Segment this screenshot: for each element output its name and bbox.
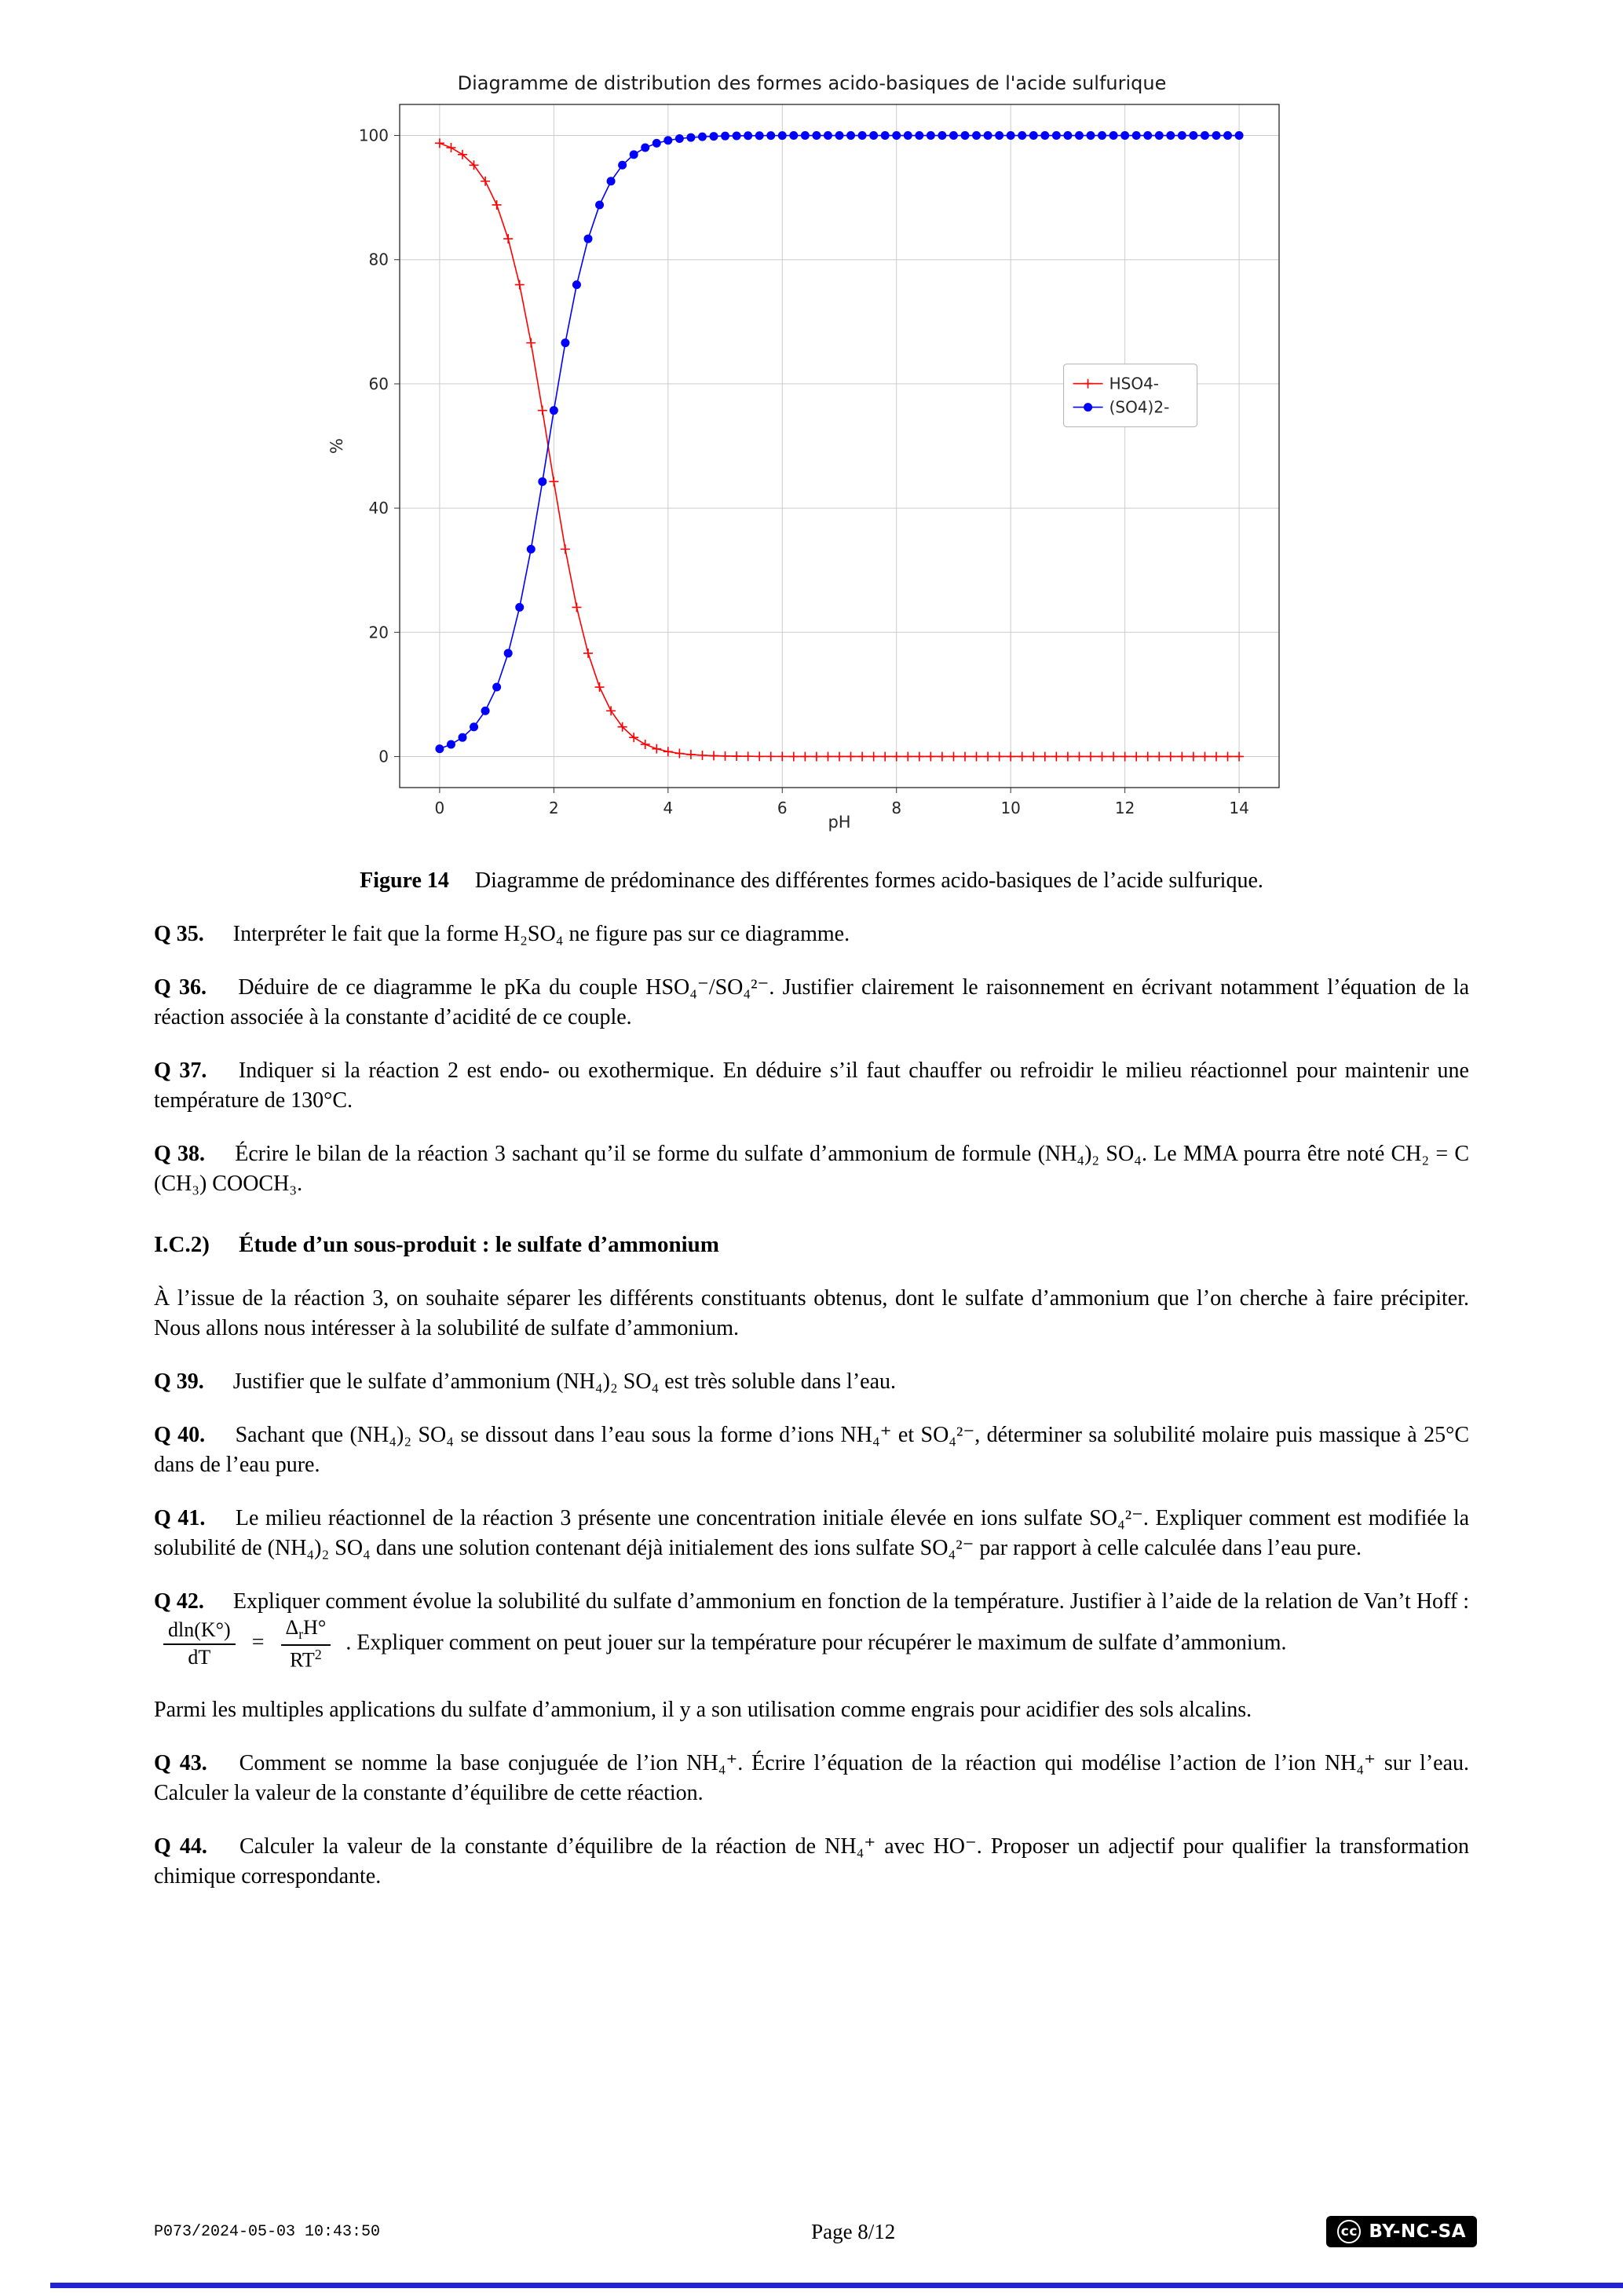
- figure-caption-label: Figure 14: [360, 868, 449, 893]
- fraction-denominator: [285, 1646, 327, 1672]
- cc-icon: cc: [1337, 2220, 1361, 2243]
- question-q42-text-before: Expliquer comment évolue la solubilité du sulfate d’ammonium en fonction de la température. Justifier à l’aide de la relation de Van’t Hoff :: [232, 1589, 1470, 1614]
- footer-page-number: Page 8/12: [811, 2219, 896, 2243]
- distribution-chart-svg: [325, 69, 1299, 839]
- vant-hoff-fraction-left: [163, 1619, 236, 1669]
- enthalpy-symbol: H°: [303, 1616, 327, 1639]
- distribution-chart: [154, 69, 1469, 843]
- question-q39: [154, 1367, 1469, 1397]
- question-q36-label: Q 36.: [154, 975, 207, 1000]
- question-q44-label: Q 44.: [154, 1834, 207, 1859]
- question-q37-text: Indiquer si la réaction 2 est endo- ou exothermique. En déduire s’il faut chauffer ou refroidir le milieu réactionnel pour maintenir une température de 130°C.: [154, 1058, 1469, 1113]
- question-q39-text: Justifier que le sulfate d’ammonium (NH₄)₂ SO₄ est très soluble dans l’eau.: [232, 1369, 896, 1394]
- question-q35-label: Q 35.: [154, 922, 204, 946]
- svg-text:0: 0: [434, 799, 444, 817]
- question-q43-text: Comment se nomme la base conjuguée de l’ion NH₄⁺. Écrire l’équation de la réaction qui modélise l’action de l’ion NH₄⁺ sur l’eau. Calculer la valeur de la constante d’équilibre de cette réaction.: [154, 1750, 1470, 1805]
- question-q38-text: Écrire le bilan de la réaction 3 sachant qu’il se forme du sulfate d’ammonium de formule (NH₄)₂ SO₄. Le MMA pourra être noté CH₂ = C (CH₃) COOCH₃.: [154, 1142, 1470, 1196]
- question-q38: [154, 1139, 1469, 1199]
- question-q43-label: Q 43.: [154, 1750, 207, 1775]
- question-q38-label: Q 38.: [154, 1142, 205, 1166]
- rt-base: RT: [290, 1648, 315, 1672]
- section-number: I.C.2): [154, 1232, 210, 1257]
- question-q42: [154, 1587, 1469, 1672]
- question-q40: [154, 1420, 1469, 1480]
- intro-paragraph-text: À l’issue de la réaction 3, on souhaite séparer les différents constituants obtenus, dont le sulfate d’ammonium que l’on cherche à faire précipiter. Nous allons nous intéresser à la solubilité de sulfate d’ammonium.: [154, 1286, 1469, 1340]
- svg-text:60: 60: [368, 374, 389, 393]
- figure-caption-text: Diagramme de prédominance des différentes formes acido-basiques de l’acide sulfurique.: [474, 868, 1263, 893]
- svg-text:Diagramme de distribution des: Diagramme de distribution des formes acido-basiques de l'acide sulfurique: [457, 72, 1166, 94]
- svg-text:40: 40: [368, 499, 389, 518]
- question-q39-label: Q 39.: [154, 1369, 204, 1394]
- question-q41: [154, 1504, 1469, 1563]
- equals-sign: =: [251, 1630, 265, 1655]
- question-q43: [154, 1749, 1469, 1808]
- svg-text:2: 2: [548, 799, 559, 817]
- svg-text:6: 6: [777, 799, 788, 817]
- question-q35-text: Interpréter le fait que la forme H₂SO₄ ne figure pas sur ce diagramme.: [232, 922, 850, 946]
- delta-symbol: Δ: [285, 1616, 299, 1639]
- intro-paragraph: [154, 1284, 1469, 1344]
- question-q41-label: Q 41.: [154, 1506, 206, 1530]
- question-q44: [154, 1832, 1469, 1892]
- question-q37: [154, 1056, 1469, 1116]
- svg-text:10: 10: [1000, 799, 1021, 817]
- vant-hoff-fraction-right: [281, 1617, 331, 1672]
- page-bottom-border: [50, 2283, 1623, 2288]
- footer-stamp: P073/2024-05-03 10:43:50: [154, 2222, 381, 2241]
- fraction-numerator: dln(K°): [163, 1619, 236, 1645]
- svg-text:8: 8: [890, 799, 901, 817]
- svg-text:0: 0: [378, 747, 389, 766]
- fraction-denominator: dT: [188, 1645, 211, 1669]
- question-q36: [154, 973, 1469, 1033]
- svg-text:HSO4-: HSO4-: [1109, 374, 1159, 393]
- subscript-r: r: [298, 1626, 304, 1643]
- question-q37-label: Q 37.: [154, 1058, 207, 1083]
- svg-text:12: 12: [1114, 799, 1135, 817]
- question-q42-label: Q 42.: [154, 1589, 204, 1614]
- question-q42-text-after: . Expliquer comment on peut jouer sur la température pour récupérer le maximum de sulfate d’ammonium.: [345, 1630, 1287, 1655]
- svg-text:100: 100: [358, 126, 389, 145]
- svg-text:pH: pH: [827, 813, 851, 832]
- page-footer: [154, 2216, 1477, 2247]
- section-title: Étude d’un sous-produit : le sulfate d’ammonium: [239, 1232, 719, 1257]
- fraction-numerator: [281, 1617, 331, 1646]
- question-q36-text: Déduire de ce diagramme le pKa du couple HSO₄⁻/SO₄²⁻. Justifier clairement le raisonnement en écrivant notamment l’équation de la réaction associée à la constante d’acidité de ce couple.: [154, 975, 1470, 1029]
- svg-text:14: 14: [1228, 799, 1249, 817]
- question-q41-text: Le milieu réactionnel de la réaction 3 présente une concentration initiale élevée en ions sulfate SO₄²⁻. Expliquer comment est modifiée la solubilité de (NH₄)₂ SO₄ dans une solution contenant déjà initialement des ions sulfate SO₄²⁻ par rapport à celle calculée dans l’eau pure.: [154, 1506, 1470, 1560]
- figure-caption: [185, 866, 1438, 896]
- question-q40-text: Sachant que (NH₄)₂ SO₄ se dissout dans l’eau sous la forme d’ions NH₄⁺ et SO₄²⁻, déterminer sa solubilité molaire puis massique à 25°C dans de l’eau pure.: [154, 1423, 1469, 1477]
- question-q40-label: Q 40.: [154, 1423, 206, 1447]
- license-label: BY-NC-SA: [1369, 2221, 1466, 2242]
- license-badge: [1326, 2216, 1477, 2247]
- fertilizer-paragraph-text: Parmi les multiples applications du sulfate d’ammonium, il y a son utilisation comme engrais pour acidifier des sols alcalins.: [154, 1697, 1252, 1722]
- fertilizer-paragraph: [154, 1695, 1469, 1725]
- svg-text:20: 20: [368, 623, 389, 642]
- question-q35: [154, 919, 1469, 949]
- section-heading: [154, 1229, 1469, 1260]
- svg-text:%: %: [327, 438, 346, 454]
- question-q44-text: Calculer la valeur de la constante d’équilibre de la réaction de NH₄⁺ avec HO⁻. Proposer un adjectif pour qualifier la transformation chimique correspondante.: [154, 1834, 1470, 1888]
- superscript-2: 2: [314, 1646, 322, 1662]
- svg-text:4: 4: [662, 799, 673, 817]
- svg-text:(SO4)2-: (SO4)2-: [1109, 397, 1169, 417]
- svg-text:80: 80: [368, 250, 389, 269]
